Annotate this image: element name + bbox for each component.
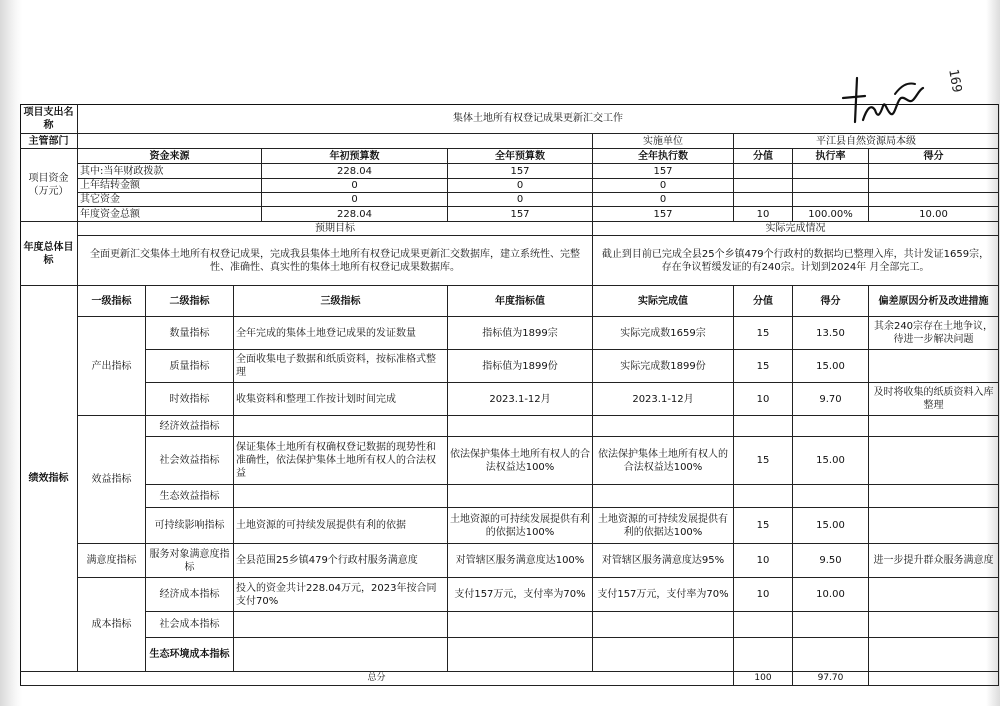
fund-row-source: 年度资金总额 xyxy=(78,207,262,222)
indicator-note: 进一步提升群众服务满意度 xyxy=(869,544,999,578)
fund-row-source: 上年结转金额 xyxy=(78,179,262,193)
fund-row-source: 其它资金 xyxy=(78,193,262,207)
indicator-actual: 2023.1-12月 xyxy=(593,383,734,416)
indicator-l3: 全面收集电子数据和纸质资料，按标准格式整理 xyxy=(234,350,448,383)
indicator-note xyxy=(869,578,999,612)
indicator-target xyxy=(448,612,593,638)
indicator-actual xyxy=(593,485,734,508)
indicator-l2: 可持续影响指标 xyxy=(146,508,234,544)
total-note xyxy=(869,672,999,686)
indicator-target: 支付157万元，支付率为70% xyxy=(448,578,593,612)
indicator-score: 9.50 xyxy=(793,544,869,578)
indicator-score xyxy=(793,612,869,638)
fund-row-annual: 157 xyxy=(448,164,593,179)
fund-row-weight xyxy=(734,164,793,179)
indicator-target: 2023.1-12月 xyxy=(448,383,593,416)
indicator-target: 依法保护集体土地所有权人的合法权益达100% xyxy=(448,437,593,485)
dept-value xyxy=(78,134,593,149)
indicator-weight: 10 xyxy=(734,578,793,612)
fund-row-rate xyxy=(793,179,869,193)
indicator-score: 15.00 xyxy=(793,350,869,383)
item-name: 集体土地所有权登记成果更新汇交工作 xyxy=(78,104,999,134)
indicator-score: 13.50 xyxy=(793,317,869,350)
group-satisfaction: 满意度指标 xyxy=(78,544,146,578)
fund-row-initial: 228.04 xyxy=(262,207,448,222)
indicator-weight: 15 xyxy=(734,437,793,485)
total-label: 总分 xyxy=(20,672,734,686)
indicator-l2: 质量指标 xyxy=(146,350,234,383)
dept-label: 主管部门 xyxy=(20,134,78,149)
funds-header-weight: 分值 xyxy=(734,149,793,164)
indicator-target: 指标值为1899宗 xyxy=(448,317,593,350)
indicator-score: 10.00 xyxy=(793,578,869,612)
indicator-target xyxy=(448,638,593,672)
margin-note: 169 xyxy=(945,68,965,94)
indicator-note xyxy=(869,612,999,638)
fund-row-executed: 0 xyxy=(593,179,734,193)
indicator-l3: 全县范围25乡镇479个行政村服务满意度 xyxy=(234,544,448,578)
indicator-actual: 对管辖区服务满意度达95% xyxy=(593,544,734,578)
fund-row-executed: 0 xyxy=(593,193,734,207)
funds-label: 项目资金（万元） xyxy=(20,149,78,222)
impl-unit: 平江县自然资源局本级 xyxy=(734,134,999,149)
indicator-weight xyxy=(734,612,793,638)
indicator-note xyxy=(869,437,999,485)
group-output: 产出指标 xyxy=(78,317,146,416)
indicator-actual xyxy=(593,416,734,437)
fund-row-initial: 0 xyxy=(262,193,448,207)
indicator-score: 9.70 xyxy=(793,383,869,416)
indicator-score: 15.00 xyxy=(793,437,869,485)
indicator-actual: 依法保护集体土地所有权人的合法权益达100% xyxy=(593,437,734,485)
fund-row-executed: 157 xyxy=(593,207,734,222)
fund-row-score xyxy=(869,164,999,179)
indicator-l2: 经济成本指标 xyxy=(146,578,234,612)
funds-header-rate: 执行率 xyxy=(793,149,869,164)
indicator-actual: 实际完成数1899份 xyxy=(593,350,734,383)
indicator-l2: 经济效益指标 xyxy=(146,416,234,437)
indicator-l3 xyxy=(234,485,448,508)
perf-header-actual: 实际完成值 xyxy=(593,286,734,317)
indicator-l3 xyxy=(234,612,448,638)
indicator-target: 指标值为1899份 xyxy=(448,350,593,383)
indicator-actual xyxy=(593,612,734,638)
indicator-note xyxy=(869,416,999,437)
indicator-l2: 生态效益指标 xyxy=(146,485,234,508)
indicator-l2: 数量指标 xyxy=(146,317,234,350)
indicator-target xyxy=(448,416,593,437)
perf-header-score: 得分 xyxy=(793,286,869,317)
indicator-weight: 10 xyxy=(734,383,793,416)
perf-header-target: 年度指标值 xyxy=(448,286,593,317)
indicator-note: 其余240宗存在土地争议，待进一步解决问题 xyxy=(869,317,999,350)
indicator-l3: 全年完成的集体土地登记成果的发证数量 xyxy=(234,317,448,350)
goals-label: 年度总体目标 xyxy=(20,222,78,286)
fund-row-score: 10.00 xyxy=(869,207,999,222)
indicator-l3: 收集资料和整理工作按计划时间完成 xyxy=(234,383,448,416)
perf-header-note: 偏差原因分析及改进措施 xyxy=(869,286,999,317)
perf-header-weight: 分值 xyxy=(734,286,793,317)
indicator-l2: 生态环境成本指标 xyxy=(146,638,234,672)
indicator-l3 xyxy=(234,638,448,672)
indicator-target: 土地资源的可持续发展提供有利的依据达100% xyxy=(448,508,593,544)
funds-header-executed: 全年执行数 xyxy=(593,149,734,164)
funds-header-source: 资金来源 xyxy=(78,149,262,164)
perf-label: 绩效指标 xyxy=(20,286,78,672)
fund-row-annual: 0 xyxy=(448,193,593,207)
fund-row-score xyxy=(869,193,999,207)
indicator-actual xyxy=(593,638,734,672)
perf-header-l2: 二级指标 xyxy=(146,286,234,317)
indicator-l3: 土地资源的可持续发展提供有利的依据 xyxy=(234,508,448,544)
goals-actual-text: 截止到目前已完成全县25个乡镇479个行政村的数据均已整理入库，共计发证1659宗，存在争议暂缓发证的有240宗。计划到2024年 月全部完工。 xyxy=(593,236,999,286)
indicator-weight xyxy=(734,485,793,508)
goals-expected-text: 全面更新汇交集体土地所有权登记成果，完成我县集体土地所有权登记成果更新汇交数据库，建立系统性、完整性、准确性、真实性的集体土地所有权登记成果数据库。 xyxy=(78,236,593,286)
fund-row-rate xyxy=(793,193,869,207)
fund-row-annual: 0 xyxy=(448,179,593,193)
indicator-weight xyxy=(734,416,793,437)
fund-row-weight xyxy=(734,193,793,207)
indicator-l2: 服务对象满意度指标 xyxy=(146,544,234,578)
funds-header-annual: 全年预算数 xyxy=(448,149,593,164)
fund-row-rate xyxy=(793,164,869,179)
total-score: 97.70 xyxy=(793,672,869,686)
indicator-weight: 15 xyxy=(734,317,793,350)
indicator-score xyxy=(793,638,869,672)
indicator-target: 对管辖区服务满意度达100% xyxy=(448,544,593,578)
indicator-score xyxy=(793,416,869,437)
indicator-l3 xyxy=(234,416,448,437)
fund-row-initial: 0 xyxy=(262,179,448,193)
indicator-weight: 15 xyxy=(734,508,793,544)
indicator-l3: 保证集体土地所有权确权登记数据的现势性和准确性，依法保护集体土地所有权人的合法权益 xyxy=(234,437,448,485)
indicator-actual: 实际完成数1659宗 xyxy=(593,317,734,350)
fund-row-rate: 100.00% xyxy=(793,207,869,222)
group-benefit: 效益指标 xyxy=(78,416,146,544)
fund-row-weight: 10 xyxy=(734,207,793,222)
handwritten-signature xyxy=(835,60,930,140)
indicator-actual: 土地资源的可持续发展提供有利的依据达100% xyxy=(593,508,734,544)
indicator-l2: 时效指标 xyxy=(146,383,234,416)
indicator-score: 15.00 xyxy=(793,508,869,544)
indicator-l2: 社会成本指标 xyxy=(146,612,234,638)
indicator-note xyxy=(869,638,999,672)
indicator-weight: 10 xyxy=(734,544,793,578)
total-weight: 100 xyxy=(734,672,793,686)
fund-row-executed: 157 xyxy=(593,164,734,179)
indicator-note: 及时将收集的纸质资料入库整理 xyxy=(869,383,999,416)
funds-header-initial: 年初预算数 xyxy=(262,149,448,164)
fund-row-weight xyxy=(734,179,793,193)
indicator-target xyxy=(448,485,593,508)
fund-row-source: 其中:当年财政拨款 xyxy=(78,164,262,179)
fund-row-initial: 228.04 xyxy=(262,164,448,179)
indicator-note xyxy=(869,508,999,544)
perf-header-l1: 一级指标 xyxy=(78,286,146,317)
indicator-l3: 投入的资金共计228.04万元，2023年按合同支付70% xyxy=(234,578,448,612)
indicator-l2: 社会效益指标 xyxy=(146,437,234,485)
funds-header-score: 得分 xyxy=(869,149,999,164)
fund-row-score xyxy=(869,179,999,193)
group-cost: 成本指标 xyxy=(78,578,146,672)
indicator-note xyxy=(869,350,999,383)
perf-header-l3: 三级指标 xyxy=(234,286,448,317)
indicator-actual: 支付157万元，支付率为70% xyxy=(593,578,734,612)
fund-row-annual: 157 xyxy=(448,207,593,222)
scan-shadow-left xyxy=(0,0,22,706)
goals-expected-label: 预期目标 xyxy=(78,222,593,236)
item-label: 项目支出名称 xyxy=(20,104,78,134)
indicator-note xyxy=(869,485,999,508)
goals-actual-label: 实际完成情况 xyxy=(593,222,999,236)
indicator-weight xyxy=(734,638,793,672)
indicator-weight: 15 xyxy=(734,350,793,383)
impl-label: 实施单位 xyxy=(593,134,734,149)
indicator-score xyxy=(793,485,869,508)
